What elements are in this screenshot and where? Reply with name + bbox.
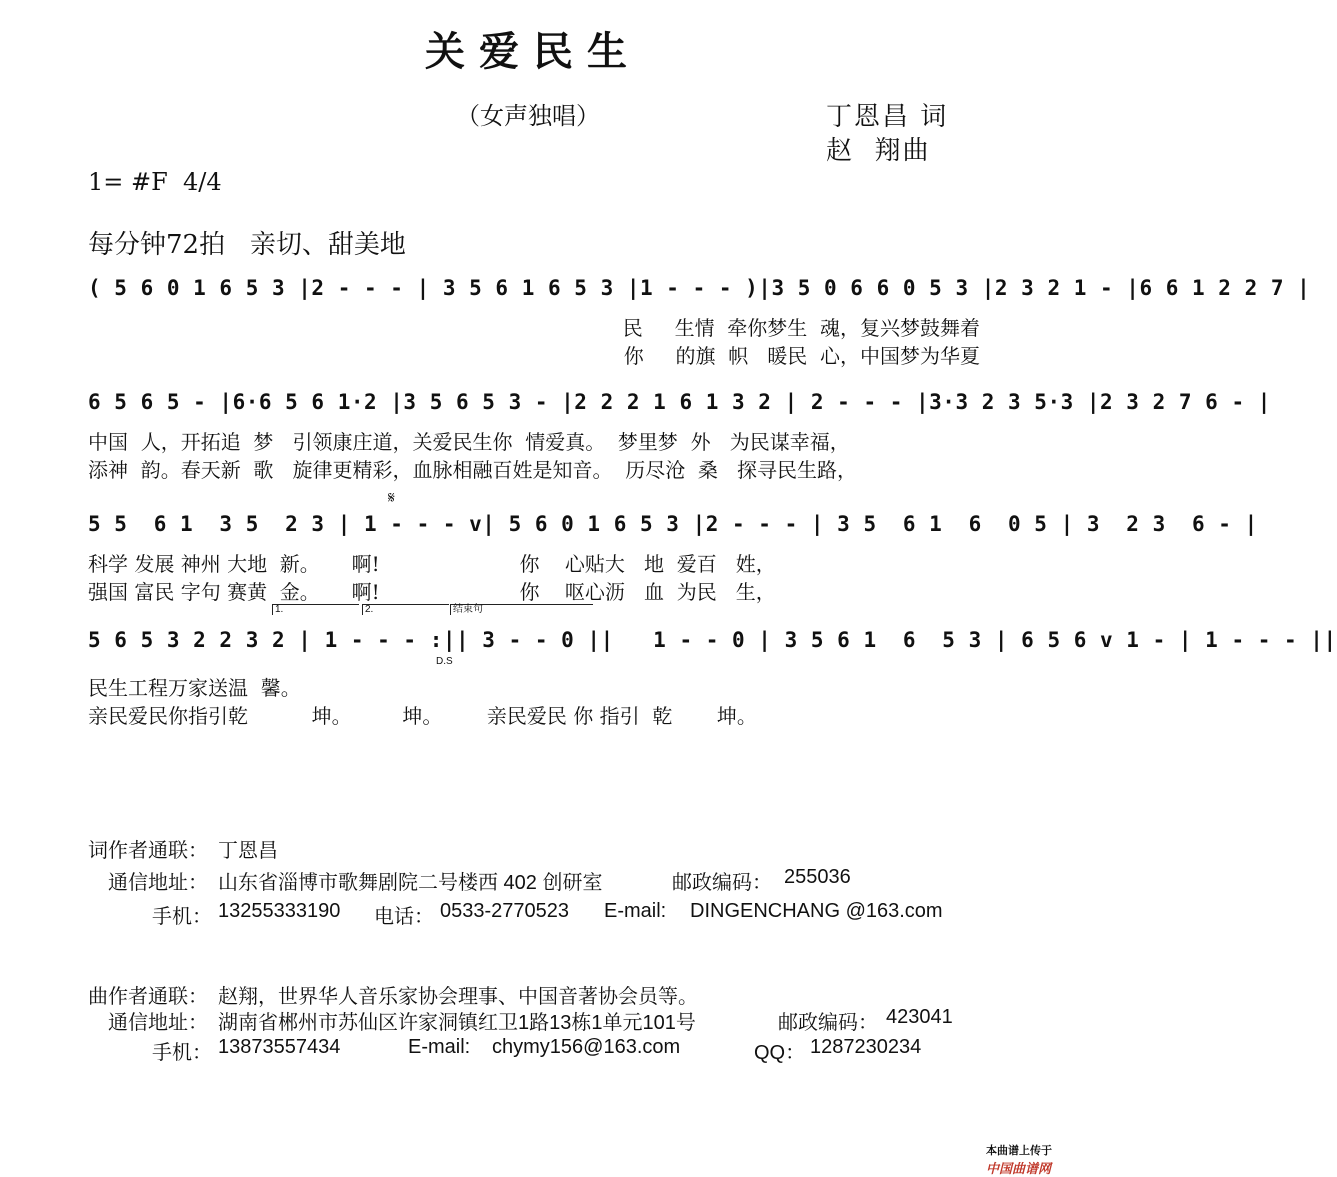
composer-address: 湖南省郴州市苏仙区许家洞镇红卫1路13栋1单元101号 [218, 1012, 696, 1034]
lyricist-postcode-label: 邮政编码： [672, 872, 772, 894]
lyricist-name: 丁恩昌 [218, 840, 278, 862]
lyricist-contact-label: 词作者通联： [88, 840, 208, 862]
lyricist-email-label: E-mail: [604, 900, 667, 922]
segno-sign: 𝄋 [388, 490, 395, 507]
score-row-1-lyric-2: 你 的旗 帜 暖民 心，中国梦为华夏 [623, 344, 980, 368]
ds-marking: D.S [436, 656, 453, 667]
site-brand-logo[interactable]: 中国曲谱网 [986, 1161, 1052, 1176]
lyricist-mobile: 13255333190 [218, 900, 341, 922]
composer-mobile: 13873557434 [218, 1036, 341, 1058]
score-row-3-notation: 5 5 6 1 3 5 2 3 | 1 - - - v| 5 6 0 1 6 5 3 |2 - - - | 3 5 6 1 6 0 5 | 3 2 3 6 - | [88, 512, 1258, 536]
composer-contact-label: 曲作者通联： [88, 986, 208, 1008]
volta-second-ending: 2. [362, 604, 449, 615]
composer-email-label: E-mail: [408, 1036, 471, 1058]
song-title: 关爱民生 [425, 28, 641, 75]
lyricist-address-label: 通信地址： [108, 872, 208, 894]
score-row-3-lyric-2: 强国 富民 字句 赛黄 金。 啊! 你 呕心沥 血 为民 生， [88, 580, 776, 604]
composer-address-label: 通信地址： [108, 1012, 208, 1034]
composer-mobile-label: 手机： [152, 1042, 212, 1064]
composer-qq: 1287230234 [810, 1036, 922, 1058]
score-row-2-notation: 6 5 6 5 - |6·6 5 6 1·2 |3 5 6 5 3 - |2 2 2 1 6 1 3 2 | 2 - - - |3·3 2 3 5·3 |2 3 2 7 6 - | [88, 390, 1271, 414]
score-row-1-lyric-1: 民 生情 牵你梦生 魂，复兴梦鼓舞着 [622, 316, 980, 340]
lyricist-email[interactable]: DINGENCHANG @163.com [690, 900, 943, 922]
performance-type: （女声独唱） [456, 102, 600, 130]
composer-name: 赵翔，世界华人音乐家协会理事、中国音著协会员等。 [218, 986, 698, 1008]
composer-postcode-label: 邮政编码： [778, 1012, 878, 1034]
ending-phrase-bracket: 结束句 [450, 604, 593, 615]
lyricist-postcode: 255036 [784, 866, 851, 888]
key-signature: 1= #F 4/4 [88, 168, 222, 196]
tempo-marking: 每分钟72拍 亲切、甜美地 [88, 230, 406, 260]
lyricist-mobile-label: 手机： [152, 906, 212, 928]
score-row-3-lyric-1: 科学 发展 神州 大地 新。 啊! 你 心贴大 地 爱百 姓， [88, 552, 776, 576]
score-row-4-lyric-1: 民生工程万家送温 馨。 [88, 676, 301, 700]
lyricist-address: 山东省淄博市歌舞剧院二号楼西 402 创研室 [218, 872, 603, 894]
volta-first-ending: 1. [272, 604, 359, 615]
lyricist-credit: 丁恩昌 词 [826, 102, 949, 132]
composer-qq-label: QQ： [754, 1042, 806, 1064]
score-row-2-lyric-2: 添神 韵。春天新 歌 旋律更精彩，血脉相融百姓是知音。 历尽沧 桑 探寻民生路， [88, 458, 858, 482]
lyricist-phone-label: 电话： [374, 906, 434, 928]
lyricist-phone: 0533-2770523 [440, 900, 570, 922]
score-row-4-notation: 5 6 5 3 2 2 3 2 | 1 - - - :|| 3 - - 0 || 1 - - 0 | 3 5 6 1 6 5 3 | 6 5 6 v 1 - | 1 - - - || [88, 628, 1337, 652]
composer-email[interactable]: chymy156@163.com [492, 1036, 681, 1058]
composer-credit: 赵 翔曲 [826, 136, 931, 166]
upload-text: 本曲谱上传于 [986, 1145, 1052, 1157]
composer-postcode: 423041 [886, 1006, 953, 1028]
upload-watermark [980, 1130, 1052, 1177]
score-row-1-notation: ( 5 6 0 1 6 5 3 |2 - - - | 3 5 6 1 6 5 3 |1 - - - )|3 5 0 6 6 0 5 3 |2 3 2 1 - |6 6 1 2 2 7 | [88, 276, 1311, 300]
score-row-2-lyric-1: 中国 人，开拓追 梦 引领康庄道，关爱民生你 情爱真。 梦里梦 外 为民谋幸福， [88, 430, 850, 454]
score-row-4-lyric-2: 亲民爱民你指引乾 坤。 坤。 亲民爱民 你 指引 乾 坤。 [88, 704, 757, 728]
